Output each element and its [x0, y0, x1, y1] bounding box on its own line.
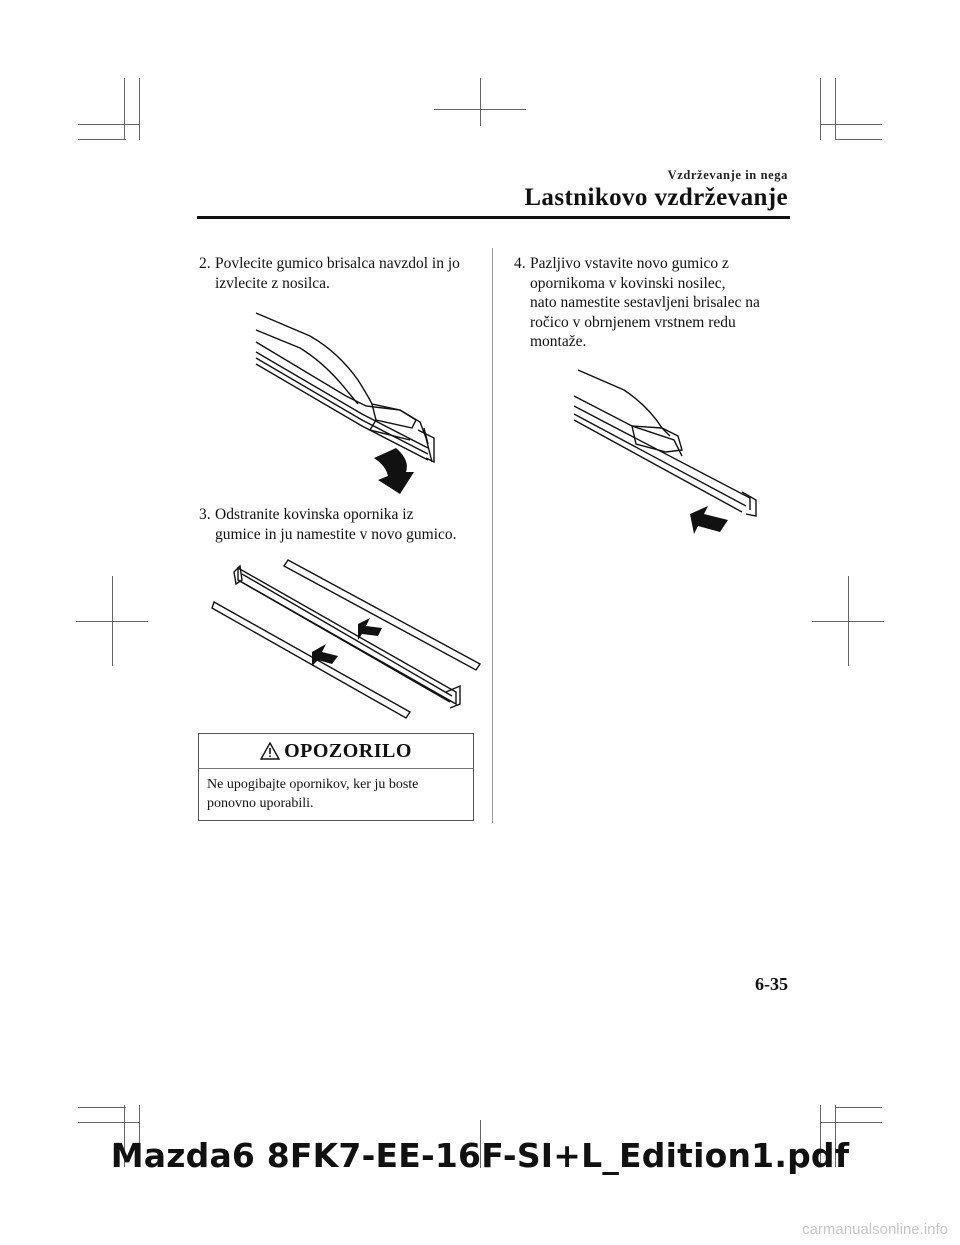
warning-text: Ne upogibajte opornikov, ker ju boste ponovno uporabili.: [207, 777, 419, 811]
arrow-left-icon-upper: [358, 618, 382, 640]
footer-file-name: Mazda6 8FK7-EE-16F-SI+L_Edition1.pdf: [110, 1136, 850, 1175]
wiper-install-illustration: [570, 366, 770, 536]
arrow-down-icon: [374, 448, 414, 494]
warning-title: OPOZORILO: [284, 739, 412, 762]
watermark: carmanualsonline.info: [802, 1221, 948, 1238]
step-3: [199, 505, 489, 545]
column-divider: [492, 248, 493, 823]
warning-box: [198, 733, 474, 821]
wiper-removal-illustration: [250, 308, 450, 498]
arrow-diagonal-icon: [690, 506, 728, 534]
step-number: 2.: [199, 255, 211, 272]
warning-triangle-icon: [260, 742, 280, 760]
step-number: 4.: [514, 255, 526, 272]
section-subtitle: Vzdrževanje in nega: [667, 168, 788, 182]
step-text: Povlecite gumico brisalca navzdol in jo izvlecite z nosilca.: [215, 255, 460, 292]
arrow-left-icon-lower: [312, 644, 338, 666]
page-number: 6-35: [755, 974, 788, 994]
step-number: 3.: [199, 506, 211, 523]
warning-header: [199, 734, 473, 769]
step-2: [199, 254, 479, 294]
section-title: Lastnikovo vzdrževanje: [524, 184, 788, 211]
header-rule: [197, 216, 790, 219]
strips-illustration: [210, 556, 485, 721]
step-text: Pazljivo vstavite novo gumico z opornikoma v kovinski nosilec, nato namestite sestavljeni brisalec na ročico v obrnjenem vrstnem redu montaže.: [530, 255, 760, 350]
step-text: Odstranite kovinska opornika iz gumice in ju namestite v novo gumico.: [215, 506, 457, 543]
step-4: [514, 254, 794, 354]
